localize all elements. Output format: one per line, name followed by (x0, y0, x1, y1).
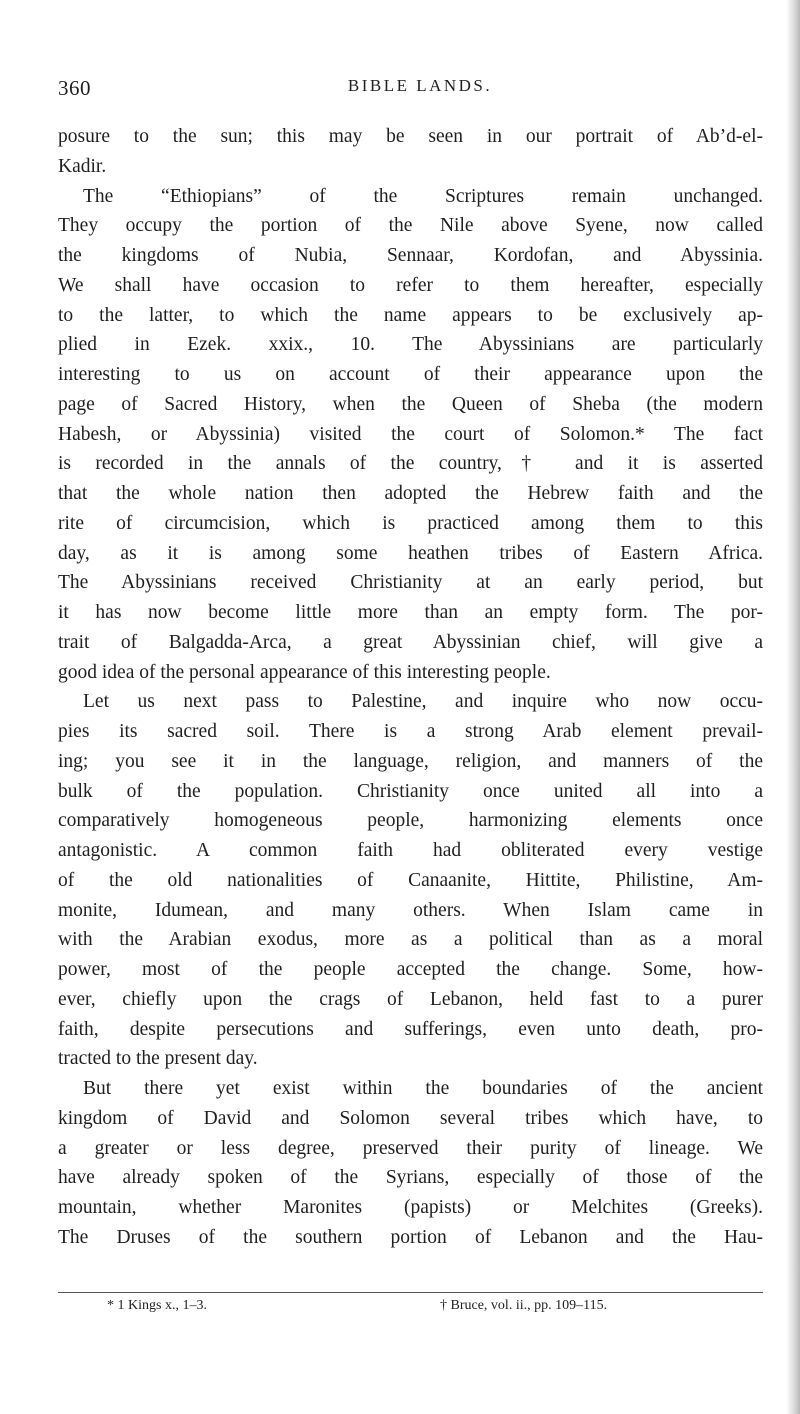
text-line: is recorded in the annals of the country,† and it is asserted (58, 453, 763, 475)
text-line: Habesh, or Abyssinia) visited the court of Solomon.* The fact (58, 423, 763, 445)
text-line: good idea of the personal appearance of this interesting people. (58, 661, 551, 683)
text-line: posure to the sun; this may be seen in our portrait of Ab’d-el- (58, 126, 763, 147)
text-line: They occupy the portion of the Nile above Syene, now called (58, 215, 763, 237)
text-line: tracted to the present day. (58, 1048, 258, 1070)
text-line: comparatively homogeneous people, harmonizing elements once (58, 810, 763, 832)
text-line: a greater or less degree, preserved their purity of lineage. We (58, 1137, 763, 1159)
text-line: pies its sacred soil. There is a strong Arab element prevail- (58, 721, 763, 742)
text-line: it has now become little more than an empty form. The por- (58, 602, 763, 623)
text-line: kingdom of David and Solomon several tribes which have, to (58, 1107, 763, 1129)
text-line: mountain, whether Maronites (papists) or Melchites (Greeks). (58, 1197, 763, 1218)
text-line: The “Ethiopians” of the Scriptures remain unchanged. (83, 185, 763, 207)
footnote-bruce: † Bruce, vol. ii., pp. 109–115. (440, 1298, 608, 1313)
page-edge-shadow (786, 0, 800, 1414)
text-line: that the whole nation then adopted the Hebrew faith and the (58, 483, 763, 504)
text-line: of the old nationalities of Canaanite, Hittite, Philistine, Am- (58, 869, 763, 891)
running-head (0, 76, 800, 96)
text-line: day, as it is among some heathen tribes of Eastern Africa. (58, 542, 763, 564)
footnote-divider (58, 1292, 763, 1293)
text-line: rite of circumcision, which is practiced among them to this (58, 512, 763, 534)
footnote-kings: * 1 Kings x., 1–3. (107, 1298, 207, 1313)
text-line: bulk of the population. Christianity once united all into a (58, 780, 763, 802)
text-line: with the Arabian exodus, more as a political than as a moral (58, 929, 763, 951)
text-line: interesting to us on account of their appearance upon the (58, 364, 763, 385)
text-line: faith, despite persecutions and sufferings, even unto death, pro- (58, 1018, 763, 1040)
text-line: The Abyssinians received Christianity at an early period, but (58, 572, 763, 594)
text-line: plied in Ezek. xxix., 10. The Abyssinians are particularly (58, 334, 763, 356)
text-line: have already spoken of the Syrians, especially of those of the (58, 1167, 763, 1189)
text-line: antagonistic. A common faith had obliterated every vestige (58, 840, 763, 861)
running-title: BIBLE LANDS. (347, 76, 493, 95)
text-line: the kingdoms of Nubia, Sennaar, Kordofan, and Abyssinia. (58, 245, 763, 266)
text-line: Let us next pass to Palestine, and inquire who now occu- (83, 691, 763, 713)
text-line: The Druses of the southern portion of Lebanon and the Hau- (58, 1226, 763, 1248)
text-line: trait of Balgadda-Arca, a great Abyssinian chief, will give a (58, 631, 763, 653)
text-line: to the latter, to which the name appears to be exclusively ap- (58, 304, 763, 326)
text-line: ever, chiefly upon the crags of Lebanon, held fast to a purer (58, 988, 763, 1010)
text-line: power, most of the people accepted the change. Some, how- (58, 959, 763, 980)
text-line: page of Sacred History, when the Queen of Sheba (the modern (58, 393, 763, 415)
text-line: monite, Idumean, and many others. When Islam came in (58, 899, 763, 921)
page-number: 360 (58, 76, 91, 100)
text-line: Kadir. (58, 155, 107, 177)
text-line: ing; you see it in the language, religion, and manners of the (58, 750, 763, 772)
text-line: But there yet exist within the boundaries of the ancient (83, 1078, 763, 1099)
text-line: We shall have occasion to refer to them hereafter, especially (58, 274, 763, 296)
body-text (58, 122, 763, 1253)
